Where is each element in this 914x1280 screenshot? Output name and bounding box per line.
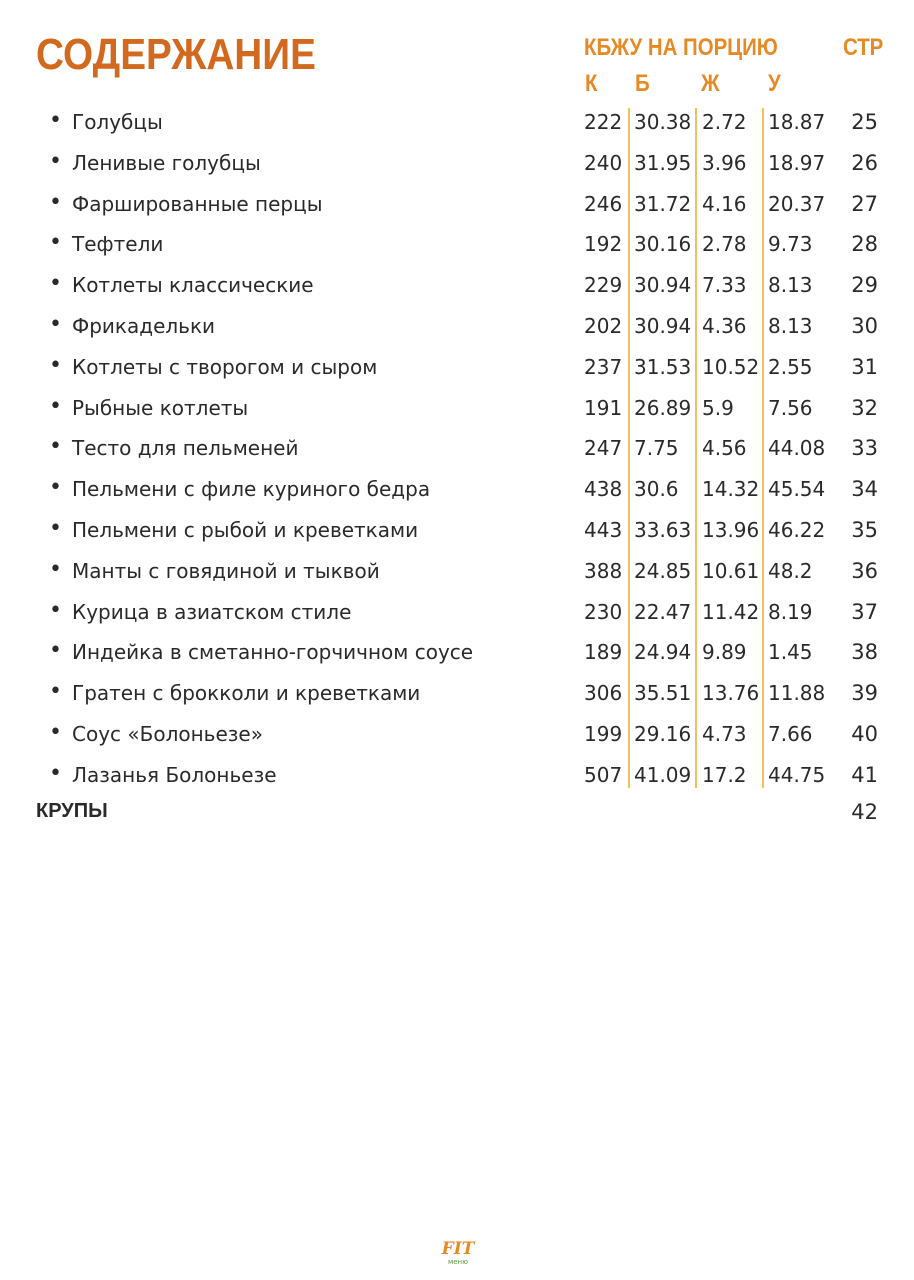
protein-value: 29.16: [634, 721, 692, 746]
kcal-column-header: К: [585, 70, 598, 97]
protein-value: 30.16: [634, 232, 692, 257]
fit-logo: [438, 1240, 478, 1266]
bullet-icon: •: [49, 393, 62, 419]
carbs-value: 46.22: [768, 517, 826, 542]
page-number: 29: [851, 273, 878, 298]
fat-column-header: Ж: [701, 70, 720, 97]
carbs-value: 18.87: [768, 110, 826, 134]
fat-value: 2.72: [702, 110, 747, 134]
contents-list: [0, 100, 914, 794]
fat-value: 9.89: [702, 640, 747, 665]
fat-value: 10.52: [702, 354, 760, 379]
page-number: 28: [851, 232, 878, 257]
protein-value: 35.51: [634, 681, 692, 706]
fat-value: 10.61: [702, 558, 760, 583]
bullet-icon: •: [49, 434, 62, 460]
carbs-value: 20.37: [768, 191, 826, 216]
fat-value: 13.96: [702, 517, 760, 542]
bullet-icon: •: [49, 679, 62, 705]
bullet-icon: •: [49, 556, 62, 582]
recipe-name: Ленивые голубцы: [72, 150, 261, 175]
fat-value: 4.36: [702, 313, 747, 338]
fat-value: 2.78: [702, 232, 747, 257]
kcal-value: 246: [584, 191, 623, 216]
protein-value: 24.85: [634, 558, 692, 583]
bullet-icon: •: [49, 475, 62, 501]
kcal-value: 438: [584, 477, 623, 502]
kcal-value: 443: [584, 517, 623, 542]
carbs-value: 9.73: [768, 232, 813, 257]
carbs-value: 45.54: [768, 477, 826, 502]
kcal-value: 240: [584, 150, 623, 175]
kcal-value: 202: [584, 313, 623, 338]
protein-value: 33.63: [634, 517, 692, 542]
bullet-icon: •: [49, 352, 62, 378]
list-item[interactable]: [0, 549, 914, 590]
protein-value: 31.72: [634, 191, 692, 216]
recipe-name: Котлеты классические: [72, 273, 314, 298]
kcal-value: 189: [584, 640, 623, 665]
page-title: СОДЕРЖАНИЕ: [36, 30, 316, 79]
list-item[interactable]: [0, 753, 914, 794]
carbs-value: 11.88: [768, 681, 826, 706]
list-item[interactable]: [0, 671, 914, 712]
logo-text: FIT: [441, 1239, 475, 1259]
carbs-value: 1.45: [768, 640, 813, 665]
list-item[interactable]: [0, 263, 914, 304]
fat-value: 4.73: [702, 721, 747, 746]
kcal-value: 230: [584, 599, 623, 624]
carbs-value: 7.56: [768, 395, 813, 420]
page-number: 31: [851, 354, 878, 379]
page-number: 32: [851, 395, 878, 420]
list-item[interactable]: [0, 426, 914, 467]
recipe-name: Фаршированные перцы: [72, 191, 323, 216]
kcal-value: 199: [584, 721, 623, 746]
fat-value: 13.76: [702, 681, 760, 706]
recipe-name: Индейка в сметанно-горчичном соусе: [72, 640, 474, 665]
list-item[interactable]: [0, 345, 914, 386]
list-item[interactable]: [0, 182, 914, 223]
logo-subtext: меню: [447, 1258, 469, 1266]
carbs-value: 8.13: [768, 273, 813, 298]
recipe-name: Гратен с брокколи и креветками: [72, 681, 421, 706]
list-item[interactable]: [0, 304, 914, 345]
recipe-name: Курица в азиатском стиле: [72, 599, 352, 624]
list-item[interactable]: [0, 100, 914, 141]
recipe-name: Тесто для пельменей: [72, 436, 299, 461]
recipe-name: Манты с говядиной и тыквой: [72, 558, 380, 583]
protein-column-header: Б: [635, 70, 650, 97]
kcal-value: 192: [584, 232, 623, 257]
page-number: 36: [851, 558, 878, 583]
recipe-name: Голубцы: [72, 110, 163, 134]
recipe-name: Соус «Болоньезе»: [72, 721, 263, 746]
list-item[interactable]: [0, 508, 914, 549]
page-number: 33: [851, 436, 878, 461]
protein-value: 26.89: [634, 395, 692, 420]
list-item[interactable]: [0, 590, 914, 631]
page-number: 40: [851, 721, 878, 746]
bullet-icon: •: [49, 148, 62, 174]
carbs-value: 18.97: [768, 150, 826, 175]
protein-value: 24.94: [634, 640, 692, 665]
fat-value: 5.9: [702, 395, 734, 420]
protein-value: 30.94: [634, 273, 692, 298]
protein-value: 30.38: [634, 110, 692, 134]
carbs-value: 8.13: [768, 313, 813, 338]
list-item[interactable]: [0, 222, 914, 263]
protein-value: 41.09: [634, 762, 692, 787]
recipe-name: Пельмени с филе куриного бедра: [72, 477, 431, 502]
page-number: 25: [851, 110, 878, 134]
page-number: 37: [851, 599, 878, 624]
list-item[interactable]: [0, 386, 914, 427]
recipe-name: Рыбные котлеты: [72, 395, 249, 420]
list-item[interactable]: [0, 467, 914, 508]
protein-value: 7.75: [634, 436, 679, 461]
carbs-value: 7.66: [768, 721, 813, 746]
bullet-icon: •: [49, 271, 62, 297]
carbs-value: 48.2: [768, 558, 813, 583]
recipe-name: Лазанья Болоньезе: [72, 762, 277, 787]
page-number: 35: [851, 517, 878, 542]
fat-value: 11.42: [702, 599, 760, 624]
section-heading[interactable]: КРУПЫ: [36, 800, 108, 822]
fat-value: 4.56: [702, 436, 747, 461]
kcal-value: 191: [584, 395, 623, 420]
bullet-icon: •: [49, 597, 62, 623]
carbs-value: 44.75: [768, 762, 826, 787]
kcal-value: 388: [584, 558, 623, 583]
recipe-name: Котлеты с творогом и сыром: [72, 354, 378, 379]
carbs-value: 44.08: [768, 436, 826, 461]
fat-value: 14.32: [702, 477, 760, 502]
protein-value: 22.47: [634, 599, 692, 624]
recipe-name: Пельмени с рыбой и креветками: [72, 517, 419, 542]
bullet-icon: •: [49, 515, 62, 541]
bullet-icon: •: [49, 230, 62, 256]
kcal-value: 222: [584, 110, 623, 134]
recipe-name: Тефтели: [72, 232, 164, 257]
kcal-value: 306: [584, 681, 623, 706]
carbs-value: 8.19: [768, 599, 813, 624]
fat-value: 17.2: [702, 762, 747, 787]
page-number: 38: [851, 640, 878, 665]
list-item[interactable]: [0, 630, 914, 671]
kcal-value: 247: [584, 436, 623, 461]
list-item[interactable]: [0, 141, 914, 182]
fat-value: 7.33: [702, 273, 747, 298]
bullet-icon: •: [49, 638, 62, 664]
page-number: 41: [851, 762, 878, 787]
page-number: 27: [851, 191, 878, 216]
list-item[interactable]: [0, 712, 914, 753]
page-number: 26: [851, 150, 878, 175]
page-number: 34: [851, 477, 878, 502]
kcal-value: 237: [584, 354, 623, 379]
kcal-value: 229: [584, 273, 623, 298]
section-page-number: 42: [851, 800, 878, 824]
carbs-value: 2.55: [768, 354, 813, 379]
bullet-icon: •: [49, 108, 62, 133]
recipe-name: Фрикадельки: [72, 313, 216, 338]
fat-value: 3.96: [702, 150, 747, 175]
page-number: 30: [851, 313, 878, 338]
protein-value: 31.95: [634, 150, 692, 175]
protein-value: 30.6: [634, 477, 679, 502]
kbju-header: КБЖУ НА ПОРЦИЮ: [584, 34, 778, 61]
bullet-icon: •: [49, 189, 62, 215]
bullet-icon: •: [49, 719, 62, 745]
kcal-value: 507: [584, 762, 623, 787]
page-column-header: СТР: [843, 34, 884, 61]
page-number: 39: [851, 681, 878, 706]
fat-value: 4.16: [702, 191, 747, 216]
carbs-column-header: У: [768, 70, 781, 97]
bullet-icon: •: [49, 311, 62, 337]
protein-value: 30.94: [634, 313, 692, 338]
protein-value: 31.53: [634, 354, 692, 379]
bullet-icon: •: [49, 760, 62, 786]
